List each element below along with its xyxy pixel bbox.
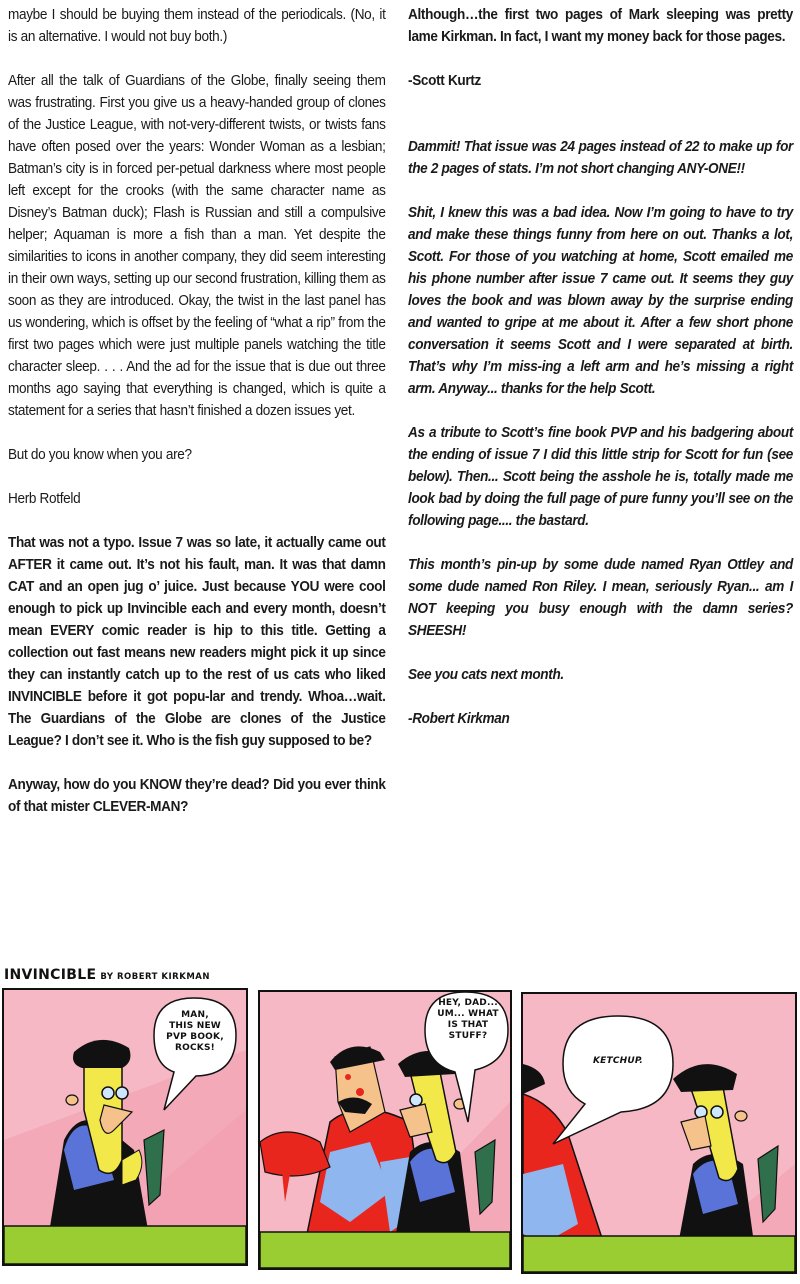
speech-line: KETCHUP. xyxy=(592,1056,643,1066)
speech-line: UM... WHAT xyxy=(437,1009,499,1019)
editor-reply: Dammit! That issue was 24 pages instead of 22 to make up for the 2 pages of stats. I’m not short changing ANY-ONE!! xyxy=(408,139,794,177)
speech-bubble-2 xyxy=(426,998,510,1042)
editor-reply: See you cats next month. xyxy=(408,667,564,683)
letters-right-column xyxy=(408,4,793,752)
speech-bubble-3 xyxy=(563,1056,673,1067)
speech-line: IS THAT xyxy=(447,1020,489,1030)
speech-line: PVP BOOK, xyxy=(166,1032,224,1042)
speech-line: THIS NEW xyxy=(169,1021,221,1031)
letter-text: maybe I should be buying them instead of the periodicals. (No, it is an alternative. I would not buy both.) xyxy=(8,7,386,45)
letter-text: But do you know when you are? xyxy=(8,447,192,463)
speech-line: HEY, DAD... xyxy=(438,998,498,1008)
editor-reply: That was not a typo. Issue 7 was so late, it actually came out AFTER it came out. It’s not his fault, man. It was that damn CAT and an open jug o’ juice. Just because YOU were cool enough to pick up Invincible each and every month, doesn’t mean EVERY comic reader is hip to this title. Getting a collection out fast means new readers might pick it up since they can instantly catch up to the rest of us cats who liked INVINCIBLE before it got popu-lar and trendy. Whoa…wait. The Guardians of the Globe are clones of the Justice League? I don’t see it. Who is the fish guy supposed to be? xyxy=(8,535,386,749)
speech-bubble-1 xyxy=(152,1010,238,1054)
speech-line: ROCKS! xyxy=(175,1043,215,1053)
editor-reply: Shit, I knew this was a bad idea. Now I’m going to have to try and make these things funny from here on out. Thanks a lot, Scott. For those of you watching at home, Scott emailed me his phone number after issue 7 came out. It seems they guy loves the book and was blown away by the surprise ending and wanted to gripe at me about it. After a few short phone conversation it seems Scott and I were separated at birth. That’s why I’m miss-ing a left arm and he’s missing a right arm. Anyway... thanks for the help Scott. xyxy=(408,205,794,397)
letter-text: After all the talk of Guardians of the Globe, finally seeing them was frustrating. First you give us a heavy-handed group of clones of the Justice League, with not-very-different twists, or twists fans have often posed over the years: Wonder Woman as a lesbian; Batman’s city is in forced per-petual darkness where most people left except for the crooks (with the same character name as Disney’s Batman duck); Flash is Russian and still a compulsive helper; Aquaman is more a fish than a man. Yet despite the similarities to icons in another company, they did seem interesting in their own ways, setting up our second frustration, killing them as soon as they are introduced. Okay, the twist in the last panel has us wondering, which is offset by the feeling of “what a rip” from the first two pages which were just multiple panels watching the title character sleep. . . . And the ad for the issue that is due out three months ago saying that everything is changed, which is quite a statement for a series that hasn’t finished a dozen issues yet. xyxy=(8,73,386,419)
speech-line: MAN, xyxy=(181,1010,209,1020)
comic-byline: BY ROBERT KIRKMAN xyxy=(100,972,210,982)
panel-3-art xyxy=(523,994,795,1272)
comic-panel-2 xyxy=(258,990,512,1270)
letters-left-column xyxy=(8,4,386,840)
comic-title: INVINCIBLE xyxy=(4,967,97,983)
comic-panel-1 xyxy=(2,988,248,1266)
comic-strip-title xyxy=(4,967,210,983)
editor-reply: This month’s pin-up by some dude named Ryan Ottley and some dude named Ron Riley. I mean, seriously Ryan... am I NOT keeping you busy enough with the damn series? SHEESH! xyxy=(408,557,794,639)
editor-signature: -Robert Kirkman xyxy=(408,711,510,727)
comic-panel-3 xyxy=(521,992,797,1274)
letter-signature: Herb Rotfeld xyxy=(8,491,81,507)
editor-reply: Anyway, how do you KNOW they’re dead? Did you ever think of that mister CLEVER-MAN? xyxy=(8,777,386,815)
speech-line: STUFF? xyxy=(448,1031,488,1041)
letter-text: Although…the first two pages of Mark sleeping was pretty lame Kirkman. In fact, I want my money back for those pages. xyxy=(408,7,794,45)
editor-reply: As a tribute to Scott’s fine book PVP and his badgering about the ending of issue 7 I did this little strip for Scott for fun (see below). Then... Scott being the asshole he is, totally made me look bad by doing the full page of pure funny you’ll see on the following page.... the bastard. xyxy=(408,425,794,529)
letter-signature: -Scott Kurtz xyxy=(408,73,482,89)
